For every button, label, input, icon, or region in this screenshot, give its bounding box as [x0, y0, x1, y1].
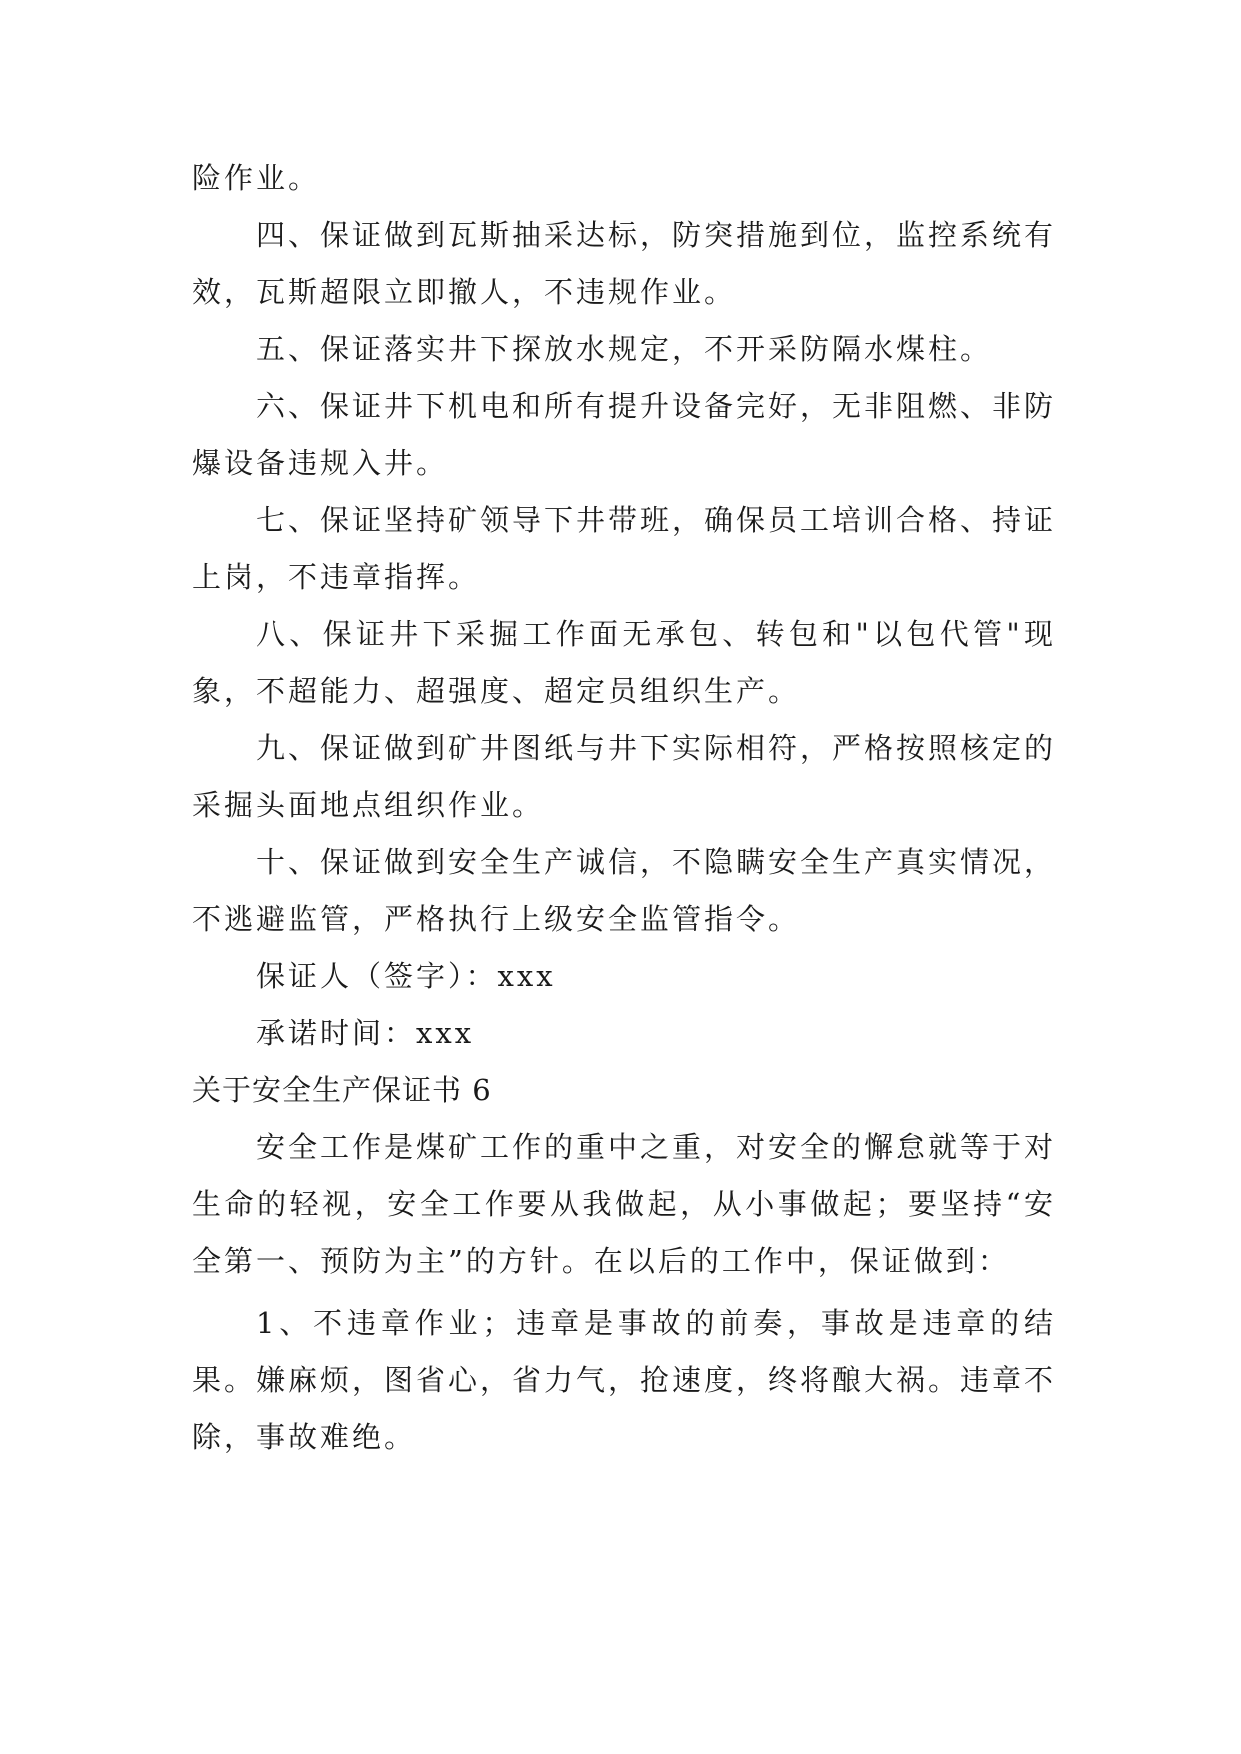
commitment-date: 承诺时间：xxx	[256, 1016, 475, 1050]
paragraph-item-8: 八、保证井下采掘工作面无承包、转包和"以包代管"现象，不超能力、超强度、超定员组织生产。	[192, 617, 1056, 708]
paragraph-item-10: 十、保证做到安全生产诚信，不隐瞒安全生产真实情况，不逃避监管，严格执行上级安全监管指令。	[192, 845, 1057, 936]
guarantor-signature: 保证人（签字）：xxx	[256, 959, 556, 993]
section-heading: 关于安全生产保证书 6	[192, 1073, 492, 1107]
document-body	[192, 150, 1056, 1466]
paragraph-item-4: 四、保证做到瓦斯抽采达标，防突措施到位，监控系统有效，瓦斯超限立即撤人，不违规作业。	[192, 218, 1057, 309]
paragraph-item-6: 六、保证井下机电和所有提升设备完好，无非阻燃、非防爆设备违规入井。	[192, 389, 1057, 480]
paragraph-continuation: 险作业。	[192, 161, 321, 195]
paragraph-item-5: 五、保证落实井下探放水规定，不开采防隔水煤柱。	[256, 332, 993, 366]
paragraph-item-9: 九、保证做到矿井图纸与井下实际相符，严格按照核定的采掘头面地点组织作业。	[192, 731, 1057, 822]
paragraph-point-1: 1、不违章作业；违章是事故的前奏，事故是违章的结果。嫌麻烦，图省心，省力气，抢速度，终将酿大祸。违章不除，事故难绝。	[192, 1306, 1057, 1454]
paragraph-item-7: 七、保证坚持矿领导下井带班，确保员工培训合格、持证上岗，不违章指挥。	[192, 503, 1057, 594]
intro-paragraph: 安全工作是煤矿工作的重中之重，对安全的懈怠就等于对生命的轻视，安全工作要从我做起，从小事做起；要坚持“安全第一、预防为主”的方针。在以后的工作中，保证做到：	[192, 1130, 1057, 1278]
